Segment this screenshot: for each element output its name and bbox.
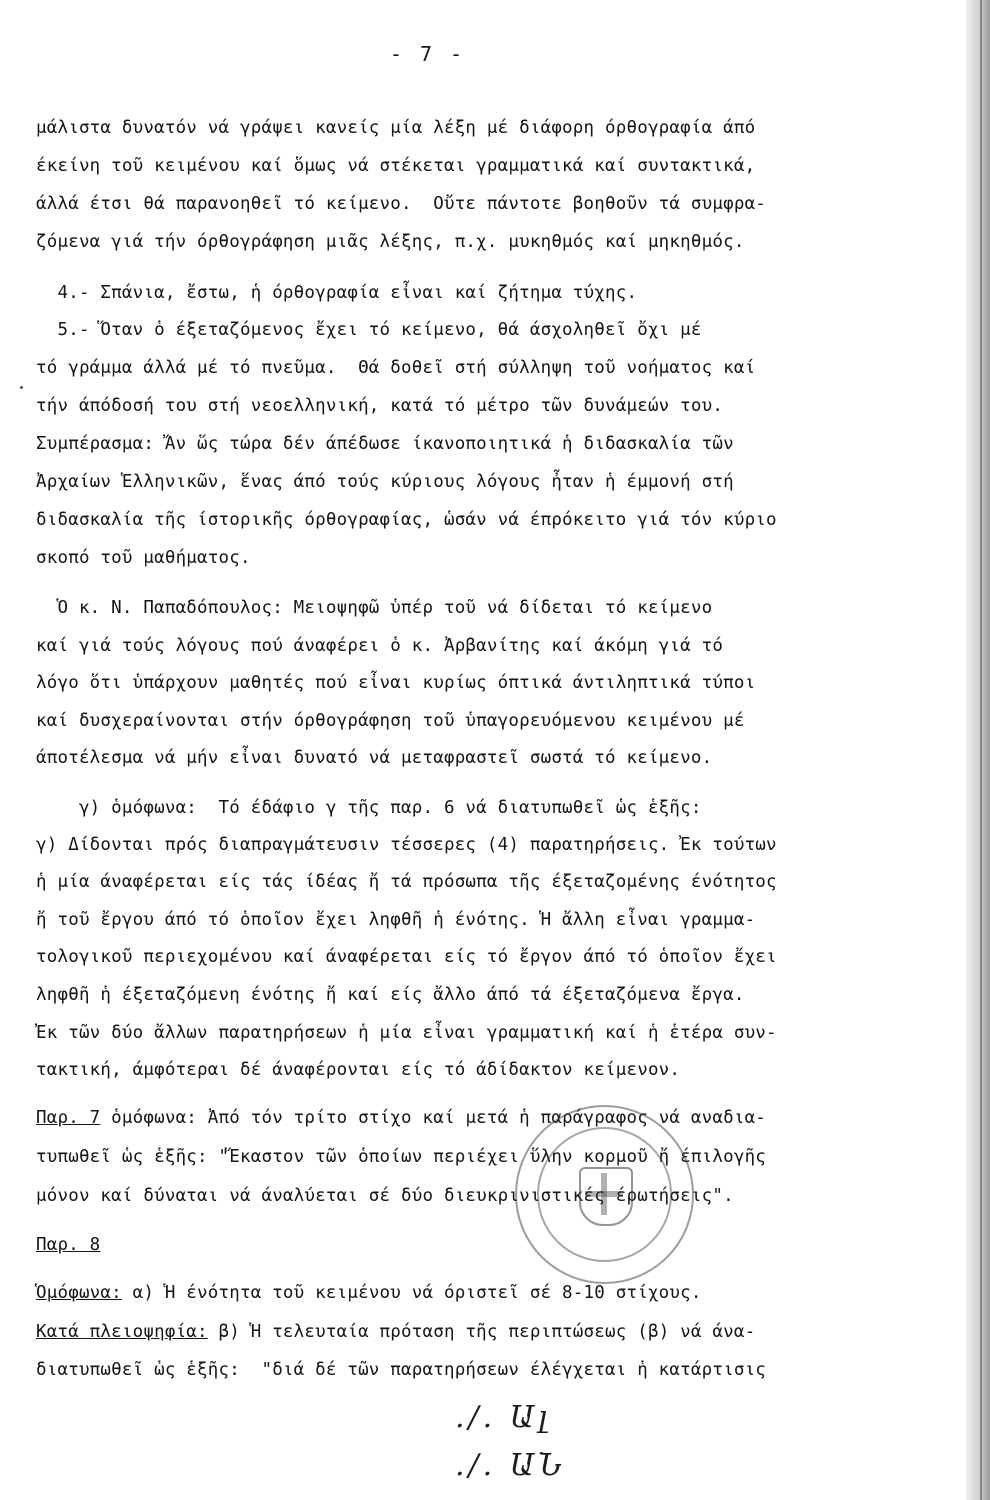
signature-mark-upper: ./. Ալ bbox=[455, 1400, 552, 1435]
text-line: γ) ὁμόφωνα: Τό έδάφιο γ τῆς παρ. 6 νά διατυπωθεῖ ὡς ἑξῆς: bbox=[36, 798, 702, 818]
margin-speck bbox=[20, 386, 23, 389]
text-line: σκοπό τοῦ μαθήματος. bbox=[36, 548, 251, 568]
text-line: γ) Δίδονται πρός διαπραγμάτευσιν τέσσερες (4) παρατηρήσεις. Ἐκ τούτων bbox=[36, 835, 777, 855]
official-stamp bbox=[515, 1105, 694, 1284]
majority-text: β) Ἡ τελευταία πρόταση τῆς περιπτώσεως (β) νά άνα- bbox=[207, 1322, 756, 1342]
text-line: τό γράμμα άλλά μέ τό πνεῦμα. Θά δοθεῖ στή σύλληψη τοῦ νοήματος καί bbox=[36, 358, 756, 378]
text-line: ἤ τοῦ ἔργου άπό τό ὁποῖον ἔχει ληφθῆ ἡ ένότης. Ἡ ἄλλη εἶναι γραμμα- bbox=[36, 910, 756, 930]
text-line: έκείνη τοῦ κειμένου καί ὅμως νά στέκεται γραμματικά καί συντακτικά, bbox=[36, 156, 756, 176]
text-line: ἡ μία άναφέρεται είς τάς ίδέας ἤ τά πρόσωπα τῆς έξεταζομένης ένότητος bbox=[36, 872, 777, 892]
text-line: διατυπωθεῖ ὡς ἑξῆς: "διά δέ τῶν παρατηρήσεων έλέγχεται ἡ κατάρτισις bbox=[36, 1360, 767, 1380]
text-line: άποτέλεσμα νά μήν εἶναι δυνατό νά μεταφραστεῖ σωστά τό κείμενο. bbox=[36, 748, 713, 768]
text-line: τακτική, άμφότεραι δέ άναφέρονται είς τό άδίδακτον κείμενον. bbox=[36, 1060, 681, 1080]
text-line: τυπωθεῖ ὡς ἑξῆς: "Ἕκαστον τῶν ὁποίων περιέχει ὕλην κορμοῦ ἤ έπιλογῆς bbox=[36, 1147, 767, 1167]
unanimous-text: α) Ἡ ένότητα τοῦ κειμένου νά όριστεῖ σέ 8-10 στίχους. bbox=[121, 1283, 702, 1303]
paragraph-7-label: Παρ. 7 bbox=[36, 1108, 101, 1128]
page-number: - 7 - bbox=[389, 42, 466, 66]
unanimous-label: Ὁμόφωνα: bbox=[36, 1283, 122, 1303]
text-line: καί γιά τούς λόγους πού άναφέρει ὁ κ. Ἀρβανίτης καί άκόμη γιά τό bbox=[36, 636, 724, 656]
paragraph-8-unanimous-line bbox=[36, 1281, 702, 1305]
majority-label: Κατά πλειοψηφία: bbox=[36, 1322, 208, 1342]
text-line: Ἐκ τῶν δύο ἄλλων παρατηρήσεων ἡ μία εἶναι γραμματική καί ἡ ἑτέρα συν- bbox=[36, 1023, 777, 1043]
text-line: καί δυσχεραίνονται στήν όρθογράφηση τοῦ ὑπαγορευόμενου κειμένου μέ bbox=[36, 711, 745, 731]
text-line: Ὁ κ. Ν. Παπαδόπουλος: Μειοψηφῶ ὑπέρ τοῦ νά δίδεται τό κείμενο bbox=[36, 598, 713, 618]
text-line: μόνον καί δύναται νά άναλύεται σέ δύο διευκρινιστικές έρωτήσεις". bbox=[36, 1186, 734, 1206]
text-line: τήν άπόδοσή του στή νεοελληνική, κατά τό μέτρο τῶν δυνάμεών του. bbox=[36, 396, 724, 416]
text-line: Ἀρχαίων Ἑλληνικῶν, ἕνας άπό τούς κύριους λόγους ἦταν ἡ έμμονή στή bbox=[36, 472, 734, 492]
page-edge-line bbox=[980, 0, 982, 1500]
text-line: τολογικοῦ περιεχομένου καί άναφέρεται είς τό ἔργον άπό τό ὁποῖον ἔχει bbox=[36, 947, 777, 967]
text-line: Συμπέρασμα: Ἄν ὥς τώρα δέν άπέδωσε ίκανοποιητικά ἡ διδασκαλία τῶν bbox=[36, 434, 734, 454]
stamp-cross-bar bbox=[585, 1191, 623, 1197]
page-edge-shadow bbox=[966, 0, 990, 1500]
paragraph-8-label: Παρ. 8 bbox=[36, 1235, 101, 1255]
text-line: λόγο ὅτι ὑπάρχουν μαθητές πού εἶναι κυρίως όπτικά άντιληπτικά τύποι bbox=[36, 673, 756, 693]
text-line: μάλιστα δυνατόν νά γράψει κανείς μία λέξη μέ διάφορη όρθογραφία άπό bbox=[36, 118, 756, 138]
text-line: ληφθῆ ἡ έξεταζόμενη ένότης ἤ καί είς ἄλλο άπό τά έξεταζόμενα ἔργα. bbox=[36, 985, 745, 1005]
text-line: 5.- Ὅταν ὁ έξεταζόμενος ἔχει τό κείμενο, θά άσχοληθεῖ ὄχι μέ bbox=[36, 320, 702, 340]
text-line: 4.- Σπάνια, ἔστω, ἡ όρθογραφία εἶναι καί ζήτημα τύχης. bbox=[36, 283, 638, 303]
signature-mark-lower: ./. ԱՆ bbox=[455, 1448, 566, 1483]
text-line: άλλά έτσι θά παρανοηθεῖ τό κείμενο. Οὔτε πάντοτε βοηθοῦν τά συμφρα- bbox=[36, 194, 767, 214]
paragraph-8-majority-line bbox=[36, 1320, 755, 1344]
paragraph-7-text: ὁμόφωνα: Ἀπό τόν τρίτο στίχο καί μετά ἡ παράγραφος νά αναδια- bbox=[100, 1108, 767, 1128]
text-line: ζόμενα γιά τήν όρθογράφηση μιᾶς λέξης, π.χ. μυκηθμός καί μηκηθμός. bbox=[36, 232, 745, 252]
text-line: διδασκαλία τῆς ίστορικῆς όρθογραφίας, ὡσάν νά έπρόκειτο γιά τόν κύριο bbox=[36, 510, 777, 530]
